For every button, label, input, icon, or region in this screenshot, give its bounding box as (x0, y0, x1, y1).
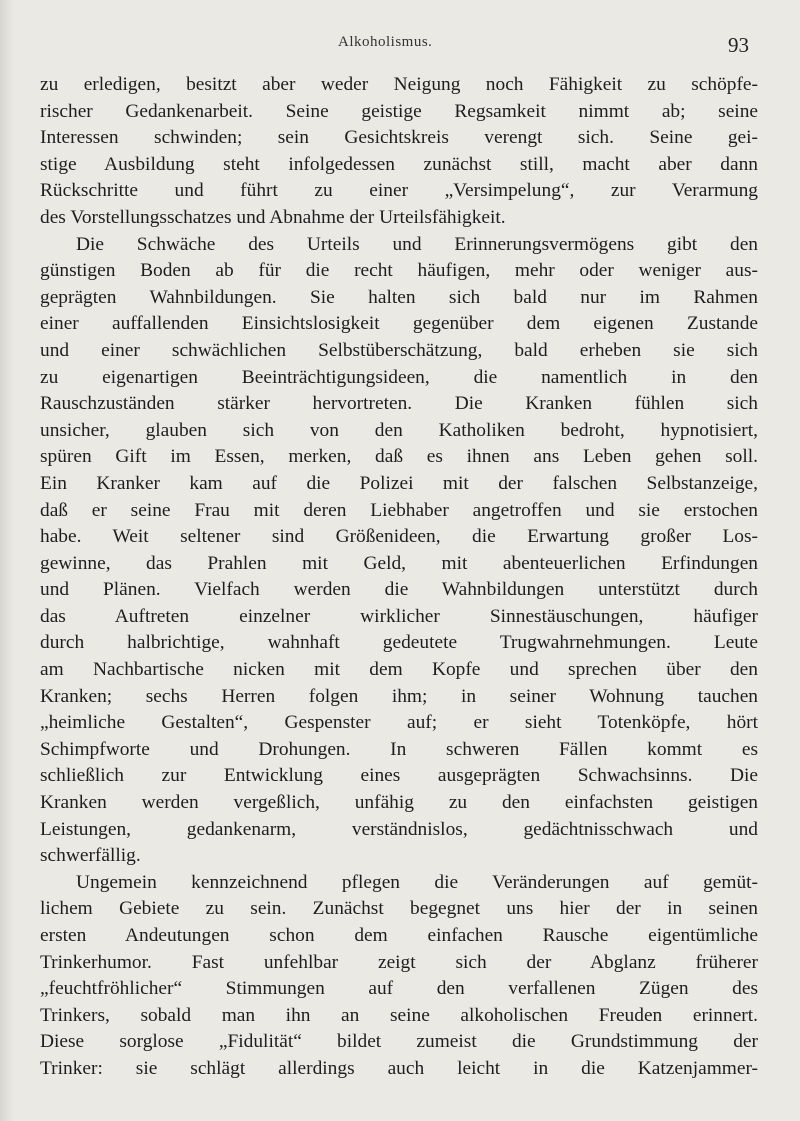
text-line: Trinker: sie schlägt allerdings auch leicht in die Katzenjammer- (40, 1057, 758, 1079)
paragraph-1 (40, 72, 758, 232)
text-line: Rauschzuständen stärker hervortreten. Die Kranken fühlen sich (40, 393, 758, 415)
text-line: unsicher, glauben sich von den Katholiken bedroht, hypnotisiert, (40, 419, 758, 441)
paragraph-3 (40, 870, 758, 1083)
text-line: ersten Andeutungen schon dem einfachen Rausche eigentümliche (40, 925, 758, 946)
text-line: Ein Kranker kam auf die Polizei mit der falschen Selbstanzeige, (40, 472, 758, 494)
text-line: „feuchtfröhlicher“ Stimmungen auf den verfallenen Zügen des (40, 978, 758, 1000)
text-line: günstigen Boden ab für die recht häufigen, mehr oder weniger aus- (40, 260, 758, 282)
text-line: Leistungen, gedankenarm, verständnislos, gedächtnisschwach und (40, 818, 758, 840)
text-line: das Auftreten einzelner wirklicher Sinnestäuschungen, häufiger (40, 605, 758, 627)
text-line: Kranken werden vergeßlich, unfähig zu den einfachsten geistigen (40, 792, 758, 814)
text-line: einer auffallenden Einsichtslosigkeit gegenüber dem eigenen Zustande (40, 313, 758, 335)
text-line: rischer Gedankenarbeit. Seine geistige Regsamkeit nimmt ab; seine (40, 100, 758, 122)
text-line: durch halbrichtige, wahnhaft gedeutete Trugwahrnehmungen. Leute (40, 632, 758, 654)
text-line: und Plänen. Vielfach werden die Wahnbildungen unterstützt durch (40, 579, 758, 601)
text-line: schwerfällig. (40, 845, 141, 867)
text-line: des Vorstellungsschatzes und Abnahme der Urteilsfähigkeit. (40, 206, 506, 228)
text-line: Interessen schwinden; sein Gesichtskreis verengt sich. Seine gei- (40, 127, 758, 149)
text-line: spüren Gift im Essen, merken, daß es ihnen ans Leben gehen soll. (40, 446, 758, 468)
text-line: am Nachbartische nicken mit dem Kopfe und sprechen über den (40, 659, 758, 681)
text-line: daß er seine Frau mit deren Liebhaber angetroffen und sie erstochen (40, 499, 758, 521)
text-line: gewinne, das Prahlen mit Geld, mit abenteuerlichen Erfindungen (40, 552, 758, 574)
text-line: Rückschritte und führt zu einer „Versimpelung“, zur Verarmung (40, 180, 758, 202)
text-line: Trinkerhumor. Fast unfehlbar zeigt sich der Abglanz früherer (40, 951, 758, 973)
page-edge-shadow (0, 0, 14, 1121)
text-line: Kranken; sechs Herren folgen ihm; in seiner Wohnung tauchen (40, 685, 758, 707)
text-line: habe. Weit seltener sind Größenideen, die Erwartung großer Los- (40, 526, 758, 548)
text-line: Trinkers, sobald man ihn an seine alkoholischen Freuden erinnert. (40, 1004, 758, 1026)
body-text (40, 72, 758, 1083)
text-line: schließlich zur Entwicklung eines ausgeprägten Schwachsinns. Die (40, 765, 758, 787)
text-line: zu eigenartigen Beeinträchtigungsideen, die namentlich in den (40, 366, 758, 388)
text-line: Ungemein kennzeichnend pflegen die Veränderungen auf gemüt- (76, 871, 758, 893)
page-number: 93 (728, 33, 749, 57)
text-line: Diese sorglose „Fidulität“ bildet zumeist die Grundstimmung der (40, 1031, 758, 1053)
text-line: geprägten Wahnbildungen. Sie halten sich bald nur im Rahmen (40, 286, 758, 308)
text-line: „heimliche Gestalten“, Gespenster auf; er sieht Totenköpfe, hört (40, 712, 758, 734)
text-line: Die Schwäche des Urteils und Erinnerungsvermögens gibt den (76, 233, 758, 255)
text-line: lichem Gebiete zu sein. Zunächst begegnet uns hier der in seinen (40, 898, 758, 920)
text-line: und einer schwächlichen Selbstüberschätzung, bald erheben sie sich (40, 339, 758, 361)
text-line: zu erledigen, besitzt aber weder Neigung noch Fähigkeit zu schöpfe- (40, 74, 758, 95)
paragraph-2 (40, 232, 758, 870)
text-line: Schimpfworte und Drohungen. In schweren Fällen kommt es (40, 738, 758, 760)
running-head: Alkoholismus. (338, 34, 433, 50)
text-line: stige Ausbildung steht infolgedessen zunächst still, macht aber dann (40, 153, 758, 175)
